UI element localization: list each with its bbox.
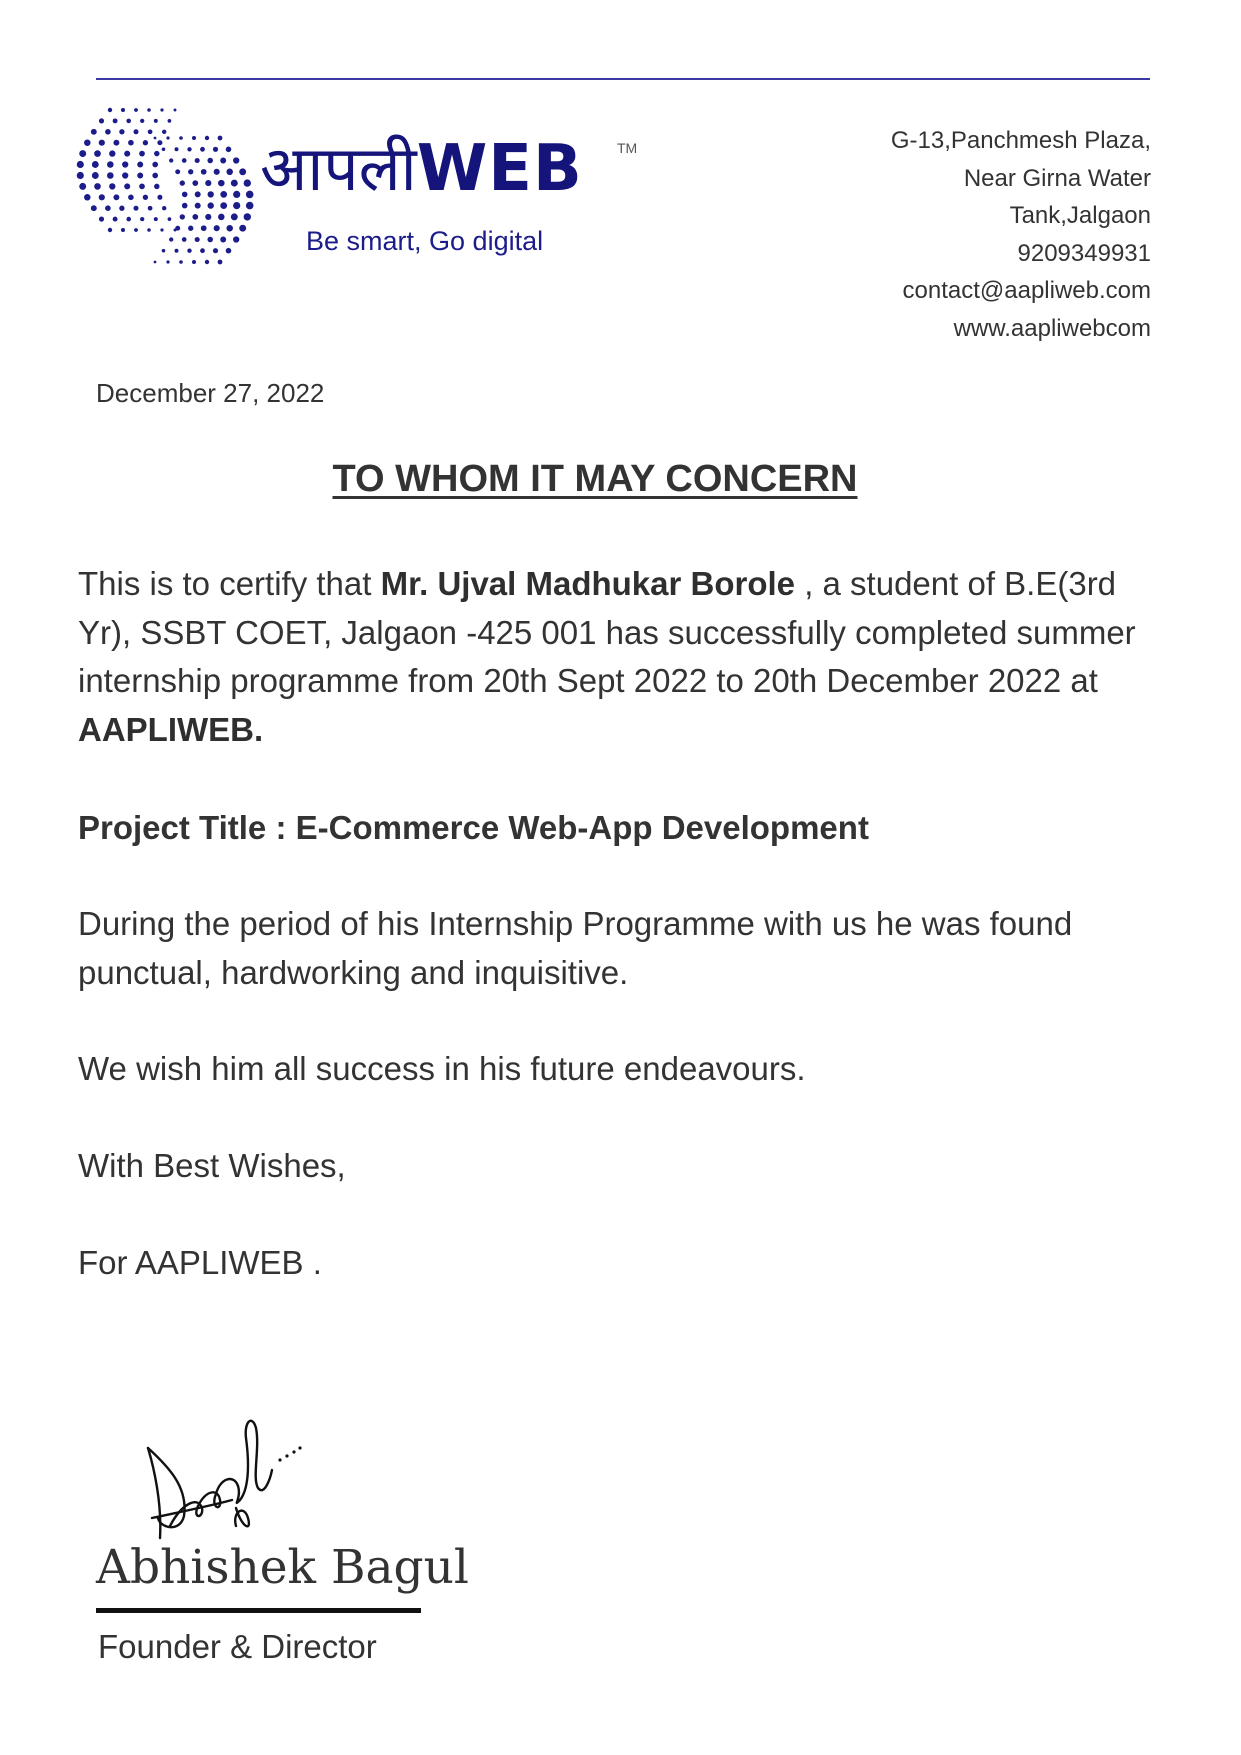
signatory-title: Founder & Director (98, 1628, 377, 1665)
conduct-paragraph: During the period of his Internship Programme with us he was found punctual, hardworking and inquisitive. (78, 905, 1073, 991)
top-divider (96, 78, 1150, 80)
letter-heading: TO WHOM IT MAY CONCERN (332, 458, 858, 500)
address-line: G-13,Panchmesh Plaza, (890, 127, 1151, 154)
email-address: contact@aapliweb.com (902, 277, 1151, 304)
signatory-name: Abhishek Bagul (96, 1540, 469, 1595)
brand-devanagari: आपली (260, 132, 417, 205)
for-company-line: For AAPLIWEB . (78, 1244, 322, 1281)
brand-web: WEB (416, 132, 583, 206)
phone-number: 9209349931 (1017, 239, 1151, 267)
certification-paragraph (78, 560, 1158, 754)
handwritten-signature (140, 1408, 310, 1548)
company-logo (72, 98, 652, 274)
company-name: AAPLIWEB. (78, 710, 264, 748)
trademark-mark: TM (617, 140, 638, 156)
signature-underline (96, 1608, 421, 1613)
intro-text: This is to certify that (78, 565, 381, 602)
closing-line: With Best Wishes, (78, 1147, 346, 1184)
address-line: Near Girna Water (963, 164, 1151, 192)
student-name: Mr. Ujval Madhukar Borole (380, 565, 796, 602)
address-line: Tank,Jalgaon (1009, 202, 1151, 229)
globe-dots-icon (72, 98, 262, 274)
wish-paragraph: We wish him all success in his future endeavours. (78, 1050, 806, 1087)
letter-date: December 27, 2022 (96, 378, 325, 408)
intro-text-cont: , a student of B.E(3rd Yr), SSBT COET, Jalgaon -425 001 has successfully completed summer internship programme from 20th Sept 2022 to 20th December 2022 at (78, 565, 1136, 699)
project-title: Project Title : E-Commerce Web-App Development (78, 809, 869, 846)
company-address (891, 122, 1151, 347)
brand-wordmark (260, 134, 583, 204)
brand-tagline: Be smart, Go digital (306, 226, 544, 256)
website-address: www.aapliwebcom (953, 314, 1151, 342)
